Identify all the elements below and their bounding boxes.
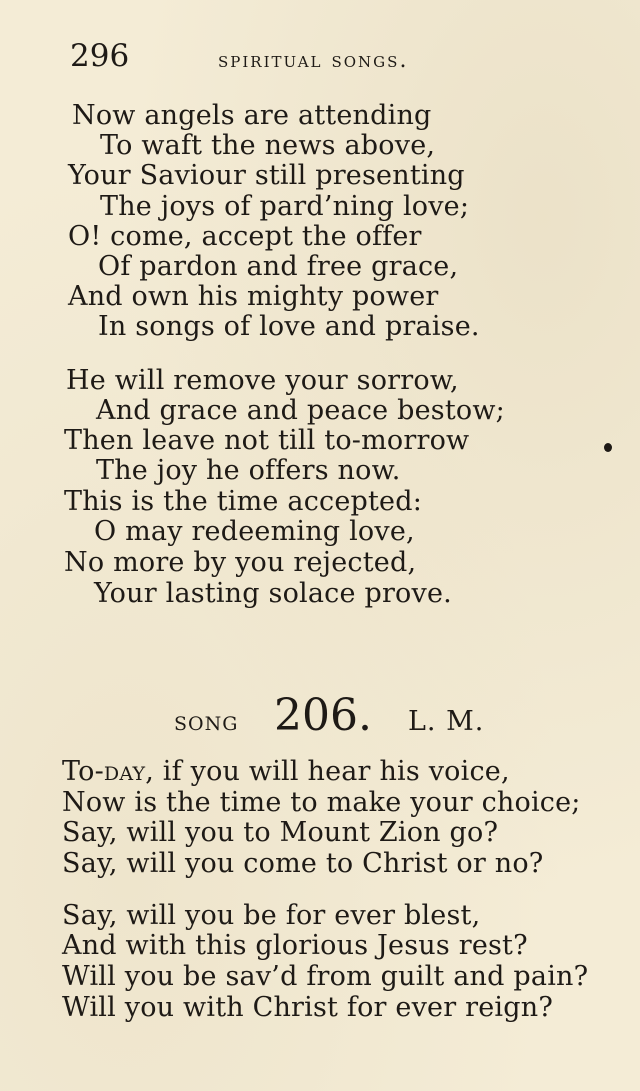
stanza-line: Say, will you to Mount Zion go? — [62, 817, 499, 848]
stanza-line: Say, will you come to Christ or no? — [62, 848, 544, 879]
song-label: song — [174, 706, 239, 737]
stanza-line: To waft the news above, — [100, 130, 436, 161]
ink-speck — [604, 443, 612, 452]
first-line-rest: , if you will hear his voice, — [145, 756, 510, 787]
stanza-line: Of pardon and free grace, — [98, 251, 459, 282]
stanza-line: O may redeeming love, — [94, 516, 415, 547]
running-title: spiritual songs. — [218, 48, 409, 73]
stanza-line: Say, will you be for ever blest, — [62, 900, 481, 931]
stanza-line: And own his mighty power — [68, 281, 439, 312]
stanza-line: The joy he offers now. — [96, 455, 401, 486]
stanza-line: And grace and peace bestow; — [96, 395, 505, 426]
song-number: 206. — [274, 690, 372, 741]
stanza-line: Then leave not till to-morrow — [64, 425, 470, 456]
first-word-initial: To- — [62, 756, 104, 787]
stanza-line: The joys of pard’ning love; — [100, 191, 470, 222]
stanza-line: Will you be sav’d from guilt and pain? — [62, 961, 589, 992]
stanza-line: Will you with Christ for ever reign? — [62, 992, 553, 1023]
page-number: 296 — [70, 38, 130, 74]
stanza-line: O! come, accept the offer — [68, 221, 422, 252]
song-meter: L. M. — [408, 706, 485, 737]
stanza-line: Your Saviour still presenting — [68, 160, 465, 191]
stanza-line: He will remove your sorrow, — [66, 365, 459, 396]
stanza-line: And with this glorious Jesus rest? — [62, 930, 528, 961]
stanza-line: Now angels are attending — [72, 100, 432, 131]
page-header — [70, 38, 480, 82]
stanza-first-line — [62, 756, 510, 787]
stanza-line: Your lasting solace prove. — [94, 578, 452, 609]
stanza-line: No more by you rejected, — [64, 547, 417, 578]
stanza-line: Now is the time to make your choice; — [62, 787, 581, 818]
stanza-line: In songs of love and praise. — [98, 311, 480, 342]
first-word-smallcaps: day — [103, 756, 146, 787]
stanza-line: This is the time accepted: — [64, 486, 423, 517]
